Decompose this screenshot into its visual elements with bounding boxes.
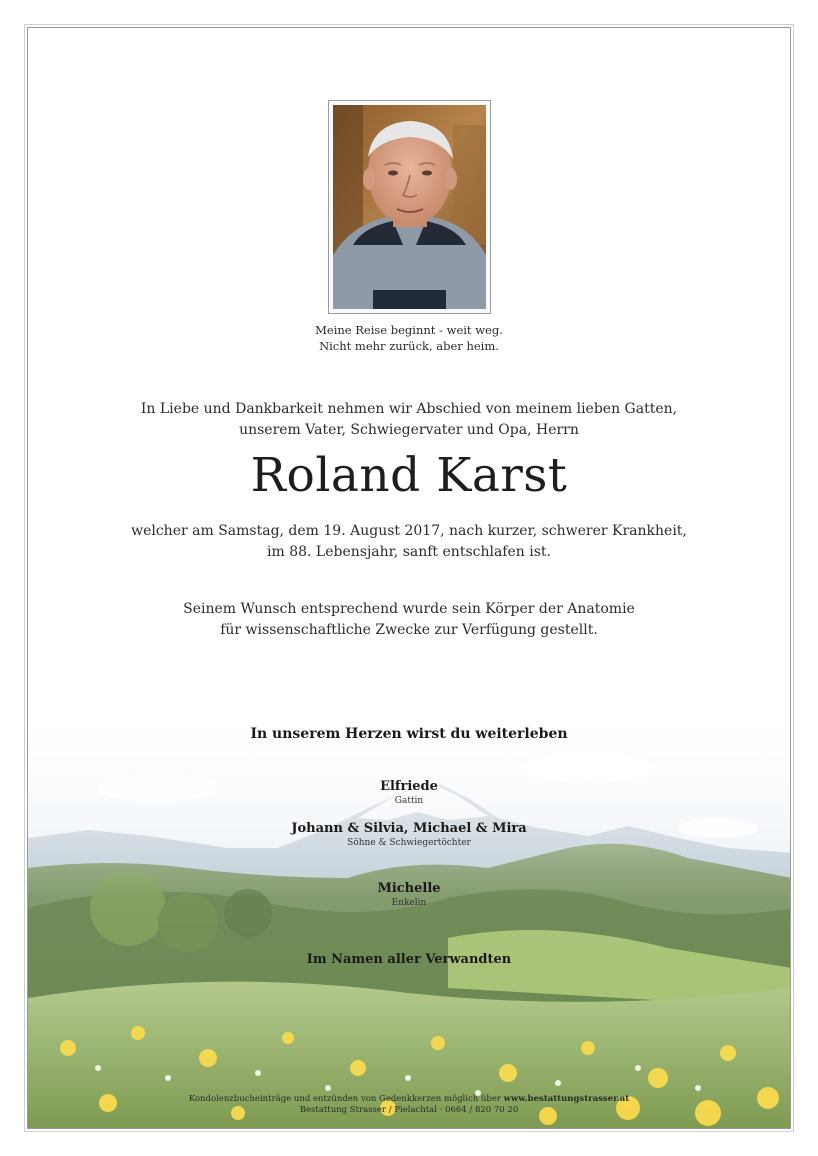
deceased-name: Roland Karst [250, 448, 568, 503]
mourner-name: Michelle [377, 881, 441, 896]
landscape-background [28, 708, 791, 1129]
portrait-image [333, 105, 486, 309]
mourner-grandchild [28, 880, 790, 909]
mourner-name: Elfriede [380, 779, 438, 794]
mourner-relation: Söhne & Schwiegertöchter [347, 838, 471, 848]
closing-line: Im Namen aller Verwandten [306, 952, 512, 967]
heart-line: In unserem Herzen wirst du weiterleben [250, 726, 568, 742]
meadow-mountain-image [28, 708, 791, 1129]
farewell-intro [28, 399, 790, 441]
death-line-2: im 88. Lebensjahr, sanft entschlafen ist. [267, 544, 551, 560]
obituary-card [27, 27, 791, 1129]
mourner-relation: Gattin [394, 796, 424, 806]
intro-line-2: unserem Vater, Schwiegervater und Opa, Herrn [239, 422, 579, 438]
motto-line-1: Meine Reise beginnt - weit weg. [315, 323, 503, 337]
anatomy-notice [28, 599, 790, 641]
portrait-photo [328, 100, 491, 314]
website-link[interactable]: www.bestattungstrasser.at [503, 1094, 630, 1104]
death-notice [28, 521, 790, 563]
mourner-name: Johann & Silvia, Michael & Mira [291, 821, 527, 836]
motto-line-2: Nicht mehr zurück, aber heim. [319, 339, 499, 353]
mourner-spouse [28, 778, 790, 807]
footer-condolence-text: Kondolenzbucheinträge und entzünden von Gedenkkerzen möglich über [188, 1094, 504, 1104]
footer-contact: Bestattung Strasser / Pielachtal · 0664 / 820 70 20 [299, 1105, 519, 1115]
motto-verse [28, 322, 790, 354]
anatomy-line-1: Seinem Wunsch entsprechend wurde sein Körper der Anatomie [183, 601, 635, 617]
anatomy-line-2: für wissenschaftliche Zwecke zur Verfügung gestellt. [220, 622, 598, 638]
footer-line-1 [28, 1094, 790, 1105]
footer [28, 1094, 790, 1116]
intro-line-1: In Liebe und Dankbarkeit nehmen wir Abschied von meinem lieben Gatten, [140, 401, 678, 417]
mourner-relation: Enkelin [391, 898, 427, 908]
death-line-1: welcher am Samstag, dem 19. August 2017, nach kurzer, schwerer Krankheit, [131, 523, 687, 539]
mourner-children [28, 820, 790, 849]
